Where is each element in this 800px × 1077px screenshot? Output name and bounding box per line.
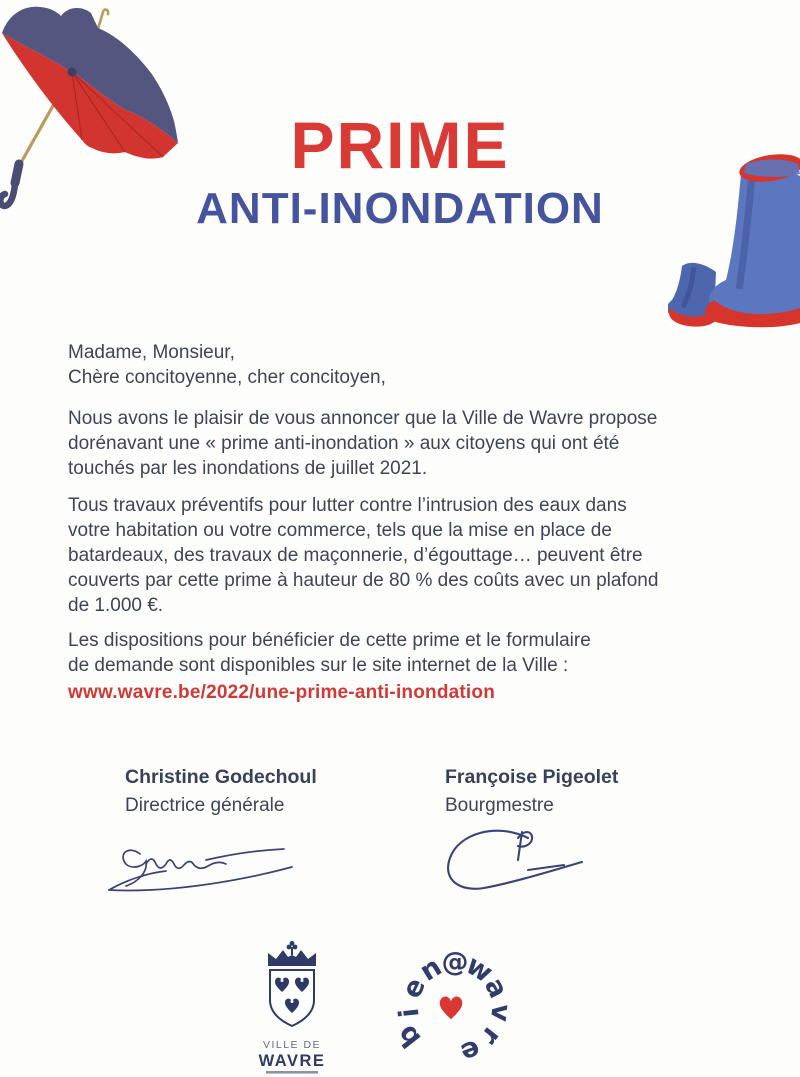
signatory-name: Christine Godechoul [125,766,317,788]
bien-wavre-letter: n [414,951,448,988]
letter-line: votre habitation ou votre commerce, tels que la mise en place de [68,520,612,541]
signatory-name: Françoise Pigeolet [445,766,619,788]
title-prime: PRIME [290,108,510,182]
crest-city-label: VILLE DE [262,1039,322,1051]
crest-crown [268,941,316,966]
paragraph-announcement [68,406,718,481]
paragraph-works-covered [68,493,718,618]
godechoul-signature [106,834,296,896]
bien-wavre-letter: i [393,1006,426,1019]
bien-wavre-letter: e [396,973,433,1004]
salutation [68,340,718,390]
signatory-role: Directrice générale [125,795,285,817]
letter-line: de demande sont disponibles sur le site internet de la Ville : [68,655,569,676]
bien-wavre-letter: @ [441,947,469,978]
letter-body [68,340,718,705]
letter-line: Les dispositions pour bénéficier de cette prime et le formulaire [68,630,591,651]
letter-line: Nous avons le plaisir de vous annoncer que la Ville de Wavre propose [68,408,658,429]
pigeolet-signature [436,818,594,906]
bien-wavre-letter: r [474,1021,508,1051]
umbrella-ferrule [98,10,108,28]
bien-wavre-logo [388,940,528,1077]
signature-block-bourgmestre [445,766,618,818]
letter-line: Tous travaux préventifs pour lutter contre l’intrusion des eaux dans [68,495,627,516]
signatory-role: Bourgmestre [445,795,554,817]
letter-line: couverts par cette prime à hauteur de 80 % des coûts avec un plafond [68,570,659,591]
title-anti-inondation: ANTI-INONDATION [196,184,604,233]
crest-underline [266,1071,318,1074]
paragraph-how-to-apply [68,628,718,678]
bien-wavre-letter: e [456,1033,485,1069]
umbrella-joint [68,68,77,77]
heart-icon [440,997,463,1020]
letter-line: Chère concitoyenne, cher concitoyen, [68,367,386,388]
bien-wavre-letter: a [477,973,514,1004]
letter-line: Madame, Monsieur, [68,342,235,363]
letter-line: dorénavant une « prime anti-inondation » aux citoyens qui ont été [68,433,620,454]
bien-wavre-letter: b [391,1018,428,1054]
letter-line: batardeaux, des travaux de maçonnerie, d’égouttage… peuvent être [68,545,643,566]
title-block [0,108,800,233]
bien-wavre-letter: w [460,949,498,990]
letter-line: touchés par les inondations de juillet 2021. [68,458,428,479]
ville-de-wavre-crest [258,940,326,1076]
signature-block-directrice [125,766,317,818]
prime-info-link[interactable]: www.wavre.be/2022/une-prime-anti-inondation [68,682,496,703]
crest-city-name: WAVRE [258,1052,326,1070]
bien-wavre-letter: v [483,1002,517,1024]
letter-line: de 1.000 €. [68,595,164,616]
